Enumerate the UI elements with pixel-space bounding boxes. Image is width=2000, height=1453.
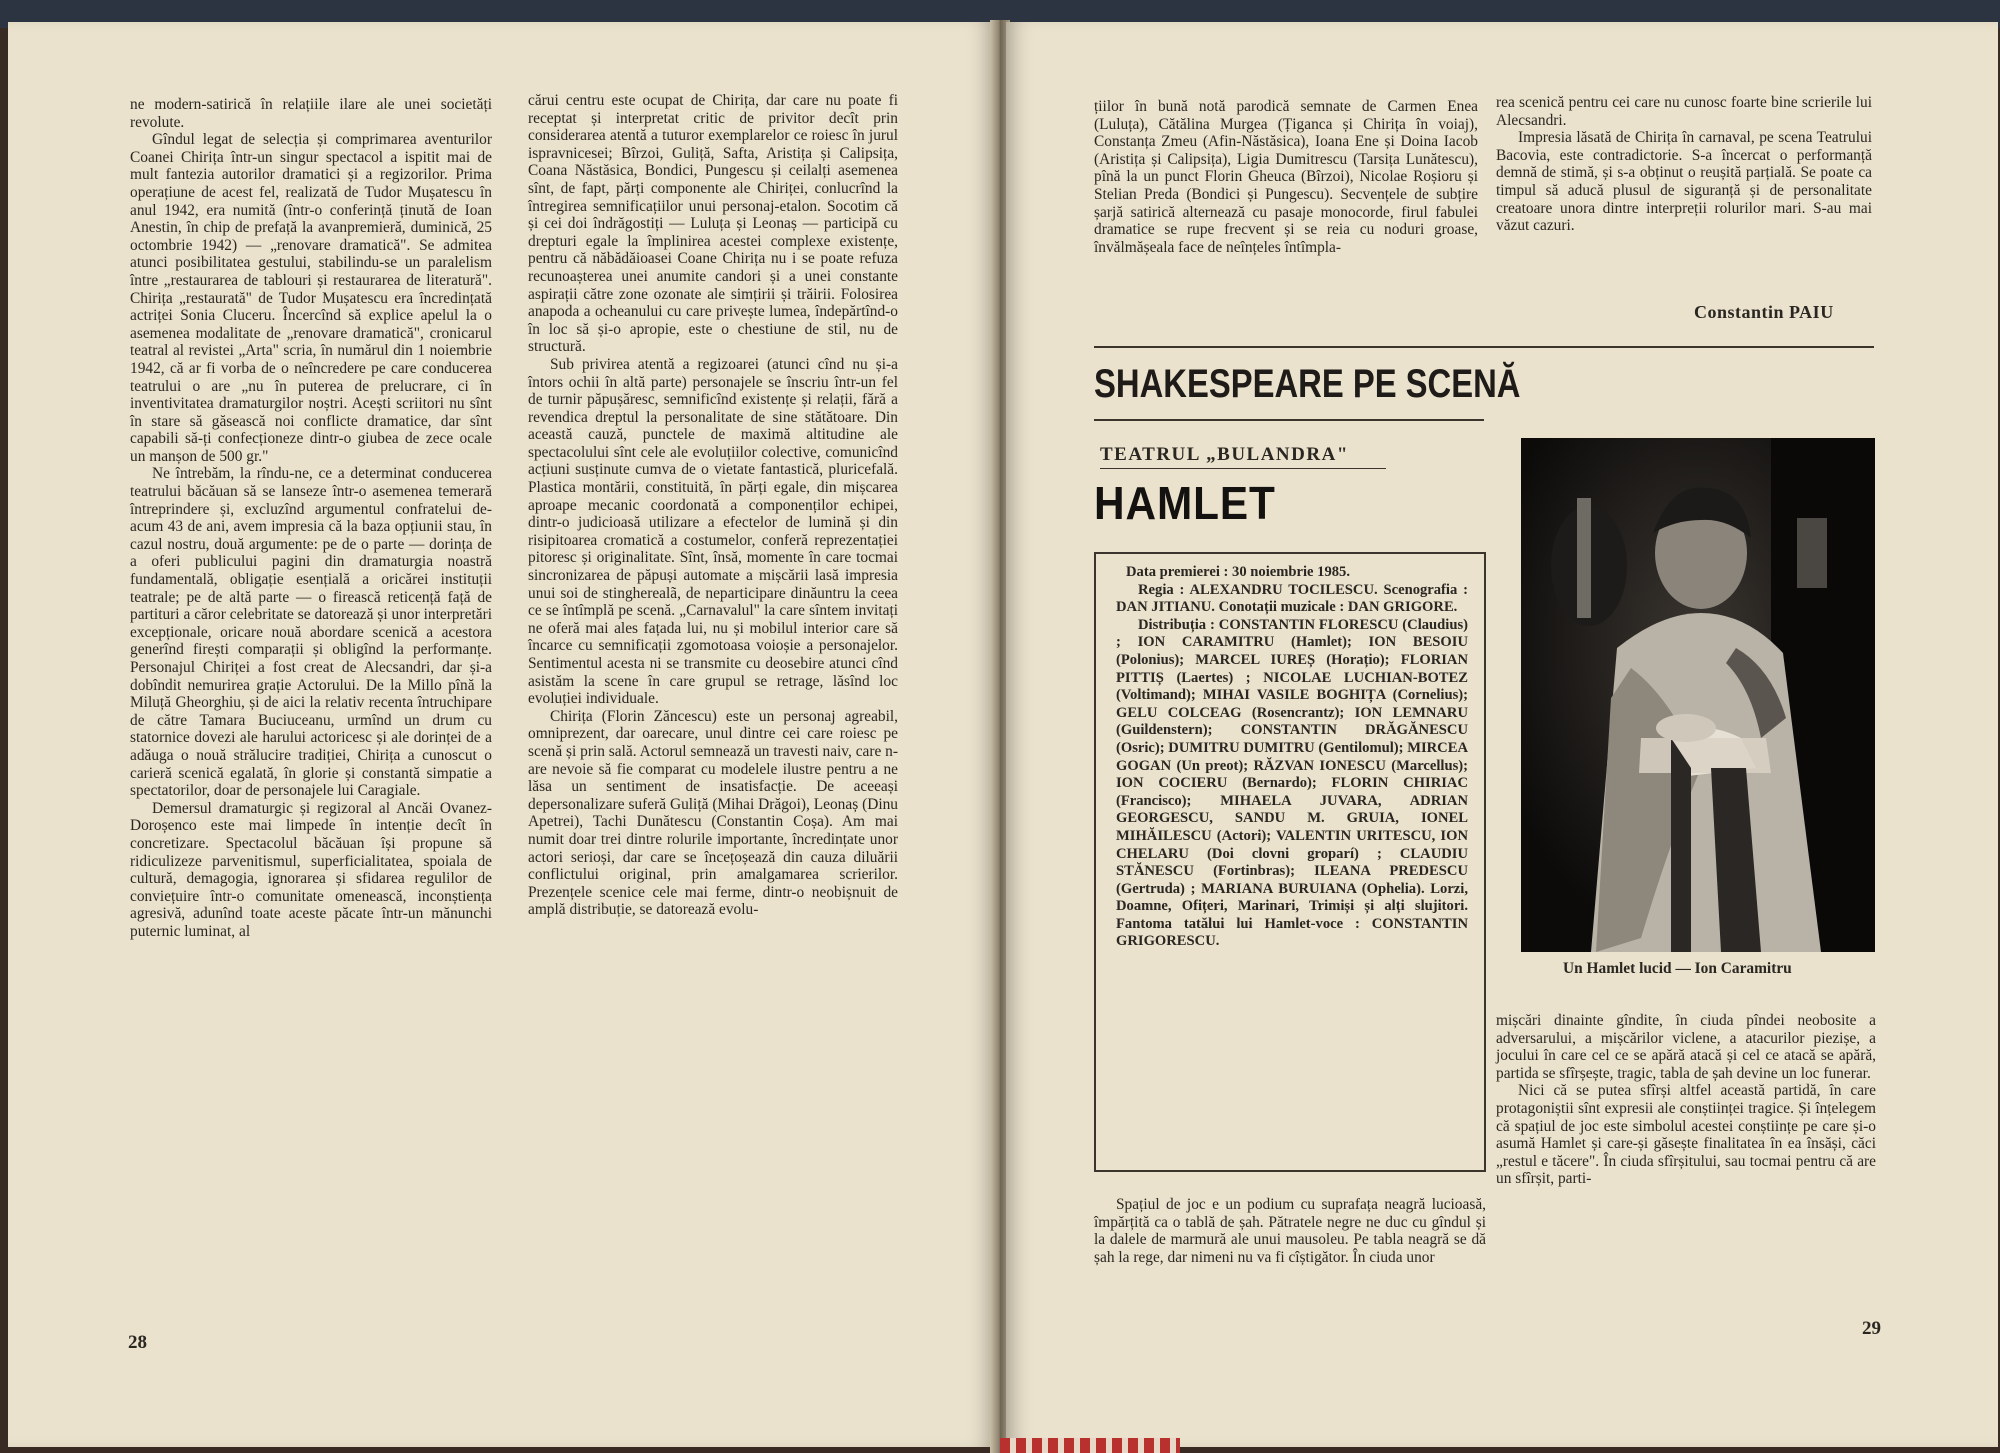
credits-box — [1094, 552, 1486, 1172]
theatre-name: TEATRUL „BULANDRA" — [1100, 444, 1349, 465]
paragraph: Spațiul de joc e un podium cu suprafața neagră lucioasă, împărțită ca o tablă de șah. Pătratele negre ne duc cu gîndul și la dalele de marmură ale unui mausoleu. Pe tabla neagră se dă șah la rege, dar nimeni nu va fi cîștigător. În ciuda unor — [1094, 1196, 1486, 1266]
actor-photo-image — [1521, 438, 1875, 952]
paragraph: cărui centru este ocupat de Chirița, dar care nu poate fi receptat și interpretat critic de privitor decît prin considerarea atentă a tuturor exemplarelor ce roiesc în jurul ispravnicesei; Bîrzoi, Guliță, Safta, Aristița și Calipsița, Coana Năstăsica, Bondici, Pungescu și ceilalți asemenea sînt, de fapt, părți componente ale Chiriței, conlucrînd la întregirea semnificațiilor unui personaj-etalon. Socotim că și cei doi îndrăgostiți — Luluța și Leonaș — participă cu drepturi egale la împlinirea acestei complexe existențe, pentru că năbădăioasei Coane Chirița nu i se poate refuza recunoașterea unei anumite candori și a unei constante aspirații către zone ozonate ale simțirii și trăirii. Folosirea anapoda a ocheanului cu care privește lumea, îndepărtînd-o în loc să și-o apropie, este o chestiune de stil, nu de structură. — [528, 92, 898, 356]
page-number: 28 — [128, 1332, 147, 1353]
paragraph: rea scenică pentru cei care nu cunosc foarte bine scrierile lui Alecsandri. — [1496, 94, 1872, 129]
left-column-2 — [528, 92, 898, 919]
production-crew: Regia : ALEXANDRU TOCILESCU. Scenografia : DAN JITIANU. Conotații muzicale : DAN GRIGORE. — [1116, 581, 1468, 616]
left-column-1 — [130, 96, 492, 941]
right-column-2-bottom — [1496, 1012, 1876, 1188]
paragraph: țiilor în bună notă parodică semnate de Carmen Enea (Luluța), Cătălina Murgea (Țiganca și Chirița în voiaj), Constanța Zmeu (Afin-Năstăsica), Ioana Ene și Doina Iacob (Aristița și Calipsița), Ligia Dumitrescu (Tarsița Lunătescu), pînă la un punct Florin Gheuca (Bîrzoi), Nicolae Roșioru și Stelian Preda (Bondici și Pungescu). Secvențele de subțire șarjă satirică alternează cu pasaje monocorde, firul fabulei dramatice se rupe frecvent și se reia cu noduri groase, învălmășeala face de neînțeles întîmpla- — [1094, 98, 1478, 256]
paragraph: Nici că se putea sfîrși altfel această partidă, în care protagoniștii sînt expresii ale conștiinței tragice. Și înțelegem că spațiul de joc este simbolul acestei conștiințe pe care și-o asumă Hamlet și care-și găsește finalitatea în ea însăși, căci „restul e tăcere". În ciuda sfîrșitului, sau tocmai pentru că are un sfîrșit, parti- — [1496, 1082, 1876, 1188]
premiere-date: Data premierei : 30 noiembrie 1985. — [1126, 564, 1350, 580]
paragraph: Impresia lăsată de Chirița în carnaval, pe scena Teatrului Bacovia, este contradictorie. S-a încercat o performanță demnă de stimă, și s-a obținut o reușită parțială. Se poate ca timpul să aducă plusul de siguranță și de personalitate creatoare unora dintre interpreții rolurilor mari. S-au mai văzut cazuri. — [1496, 129, 1872, 235]
section-divider — [1094, 346, 1874, 348]
cast-list: Distribuția : CONSTANTIN FLORESCU (Claudius) ; ION CARAMITRU (Hamlet); ION BESOIU (Polonius); MARCEL IUREȘ (Horațio); FLORIAN PITTIȘ (Laertes) ; NICOLAE LUCHIAN-BOTEZ (Voltimand); MIHAI VASILE BOGHIȚA (Cornelius); GELU COLCEAG (Rosencrantz); ION LEMNARU (Guildenstern); CONSTANTIN DRĂGĂNESCU (Osric); DUMITRU DUMITRU (Gentilomul); MIRCEA GOGAN (Un preot); RĂZVAN IONESCU (Marcellus); ION COCIERU (Bernardo); FLORIN CHIRIAC (Francisco); MIHAELA JUVARA, ADRIAN GEORGESCU, SANDU M. GRUIA, IONEL MIHĂILESCU (Actori); VALENTIN URITESCU, ION CHELARU (Doi clovni groparí) ; CLAUDIU STĂNESCU (Fortinbras); ILEANA PREDESCU (Gertruda) ; MARIANA BURUIANA (Ophelia). Lorzi, Doamne, Ofițeri, Marinari, Trimiși și alți slujitori. Fantoma tatălui lui Hamlet-voce : CONSTANTIN GRIGORESCU. — [1116, 616, 1468, 950]
section-title: SHAKESPEARE PE SCENĂ — [1094, 362, 1521, 406]
paragraph: Ne întrebăm, la rîndu-ne, ce a determinat conducerea teatrului băcăuan să se lanseze într-o asemenea temerară întreprindere și, excluzînd argumentul confratelui de-acum 43 de ani, avem impresia că la baza opțiunii stau, în cazul nostru, două argumente: pe de o parte — dorința de a oferi publicului pagini din dramaturgia noastră fundamentală, obligație esențială a oricărei instituții teatrale; pe de altă parte — o firească reticență față de partituri a căror celebritate se datorează și unor interpretări excepționale, oricare nouă abordare scenică a acestora generînd firești comparații și obligînd la performanțe. Personajul Chiriței a fost creat de Alecsandri, dar și-a dobîndit nemurirea grație Actorului. De la Millo pînă la Miluță Gheorghiu, și de aici la relativ recenta întruchipare de către Tamara Buciuceanu, urmînd un drum cu statornice dovezi ale harului actoricesc și ale dorinței de a adăuga o nouă strălucire tradiției, Chirița a cunoscut o carieră scenică egalată, în glorie și constantă simpatie a spectatorilor, doar de personajele lui Caragiale. — [130, 465, 492, 800]
production-photo — [1521, 438, 1875, 952]
play-title: HAMLET — [1094, 477, 1276, 529]
section-divider — [1094, 419, 1484, 421]
theatre-underline — [1100, 468, 1386, 469]
page-number: 29 — [1862, 1318, 1881, 1339]
paragraph: Chirița (Florin Zăncescu) este un personaj agreabil, omniprezent, dar oarecare, unul dintre cei care roiesc pe scenă și prin sală. Actorul semnează un travesti naiv, care n-are nevoie să fie comparat cu modelele ilustre pentru a ne lăsa un sentiment de insatisfacție. De aceeași depersonalizare suferă Guliță (Mihai Drăgoi), Leonaș (Dinu Apetrei), Tachi Dunătescu (Constantin Coșa). Am mai numit doar trei dintre rolurile importante, încredințate unor actori serioși, dar care se încețoșează din cauza diluării conflictului original, prin amalgamarea scrierilor. Prezențele scenice cele mai ferme, dintr-o neobișnuit de amplă distribuție, se datorează evolu- — [528, 707, 898, 919]
paragraph: mișcări dinainte gîndite, în ciuda pîndei neobosite a adversarului, a mișcărilor viclene, a atacurilor piezișe, a jocului în care cel ce se apără atacă și cel ce atacă se apără, partida se sfîrșește, tragic, tabla de șah devine un loc funerar. — [1496, 1012, 1876, 1082]
right-column-1 — [1094, 98, 1478, 256]
paragraph: Sub privirea atentă a regizoarei (atunci cînd nu și-a întors ochii în altă parte) personajele se înscriu într-un fel de turnir păpușăresc, semnificînd existențe și relații, fără a revendica dreptul la personalitate de sine stătătoare. Din această cauză, punctele de maximă altitudine ale spectacolului sînt cele ale evoluțiilor colective, comunicînd acțiuni susținute cumva de o vietate fantastică, pluricefală. Plastica montării, constituită, în părți egale, din mișcarea aproape mecanic coordonată a componenților echipei, dintr-o judicioasă utilizare a efectelor de lumină și din risipitoarea cromatică a costumelor, conferă reprezentației pitoresc și originalitate. Sînt, însă, momente în care tocmai sincronizarea de păpuși automate a mișcării lasă impresia unui soi de stingherealã, de neparticipare dinăuntru la ceea ce se întîmplă pe scenă. „Carnavalul" la care sîntem invitați ne oferă mai ales fațada lui, nu și mobilul interior care să încarce cu semnificații zgomotoasa voioșie a personajelor. Sentimentul acesta ni se transmite cu deosebire atunci cînd asistăm la scene în care grupul se retrage, lăsînd loc evoluției individuale. — [528, 355, 898, 708]
credits-text — [1116, 564, 1468, 951]
right-column-2 — [1496, 94, 1872, 235]
author-signature: Constantin PAIU — [1694, 302, 1834, 322]
paragraph: Demersul dramaturgic și regizoral al Ancăi Ovanez-Doroșenco este mai limpede în intenție decît în concretizare. Spectacolul băcăuan își propune să ridiculizeze parvenitismul, superficialitatea, spoiala de cultură, demagogia, ignorarea și sfidarea regulilor de conviețuire într-o comunitate omenească, inconștiența agresivă, adunînd toate aceste păcate într-un mănunchi puternic luminat, al — [130, 799, 492, 940]
bookmark-ribbon — [1000, 1438, 1180, 1453]
photo-caption: Un Hamlet lucid — Ion Caramitru — [1563, 960, 1792, 977]
paragraph: ne modern-satirică în relațiile ilare ale unei societăți revolute. — [130, 96, 492, 131]
paragraph: Gîndul legat de selecția și comprimarea aventurilor Coanei Chirița într-un singur spectacol a ispitit mai de mult fantezia autorilor dramatici și a regizorilor. Prima operațiune de acest fel, realizată de Tudor Mușatescu în anul 1942, era numită (într-o conferință ținută de Ioan Anestin, în chip de prefață la avanpremieră, duminică, 25 octombrie 1942) — „renovare dramatică". Se admitea atunci posibilitatea gestului, stabilindu-se un paralelism între „restaurarea de tablouri și restaurarea de literatură". Chirița „restaurată" de Tudor Mușatescu era încredințată actriței Sonia Cluceru. Încercînd să explice apelul la o asemenea modalitate de „renovare dramatică", cronicarul teatral al revistei „Arta" scria, în numărul din 1 noiembrie 1942, că ar fi vorba de o neîncredere pe care conducerea teatrului o are „nu în puterea de prelucrare, ci în inventivitatea dramaturgilor noștri. Acești scriitori nu sînt în stare să găsească noi conflicte dramatice, dar sînt capabili să-ți confecționeze dintr-o giubea de zece ocale un manșon de 500 gr." — [130, 131, 492, 465]
right-column-1-bottom — [1094, 1196, 1486, 1266]
